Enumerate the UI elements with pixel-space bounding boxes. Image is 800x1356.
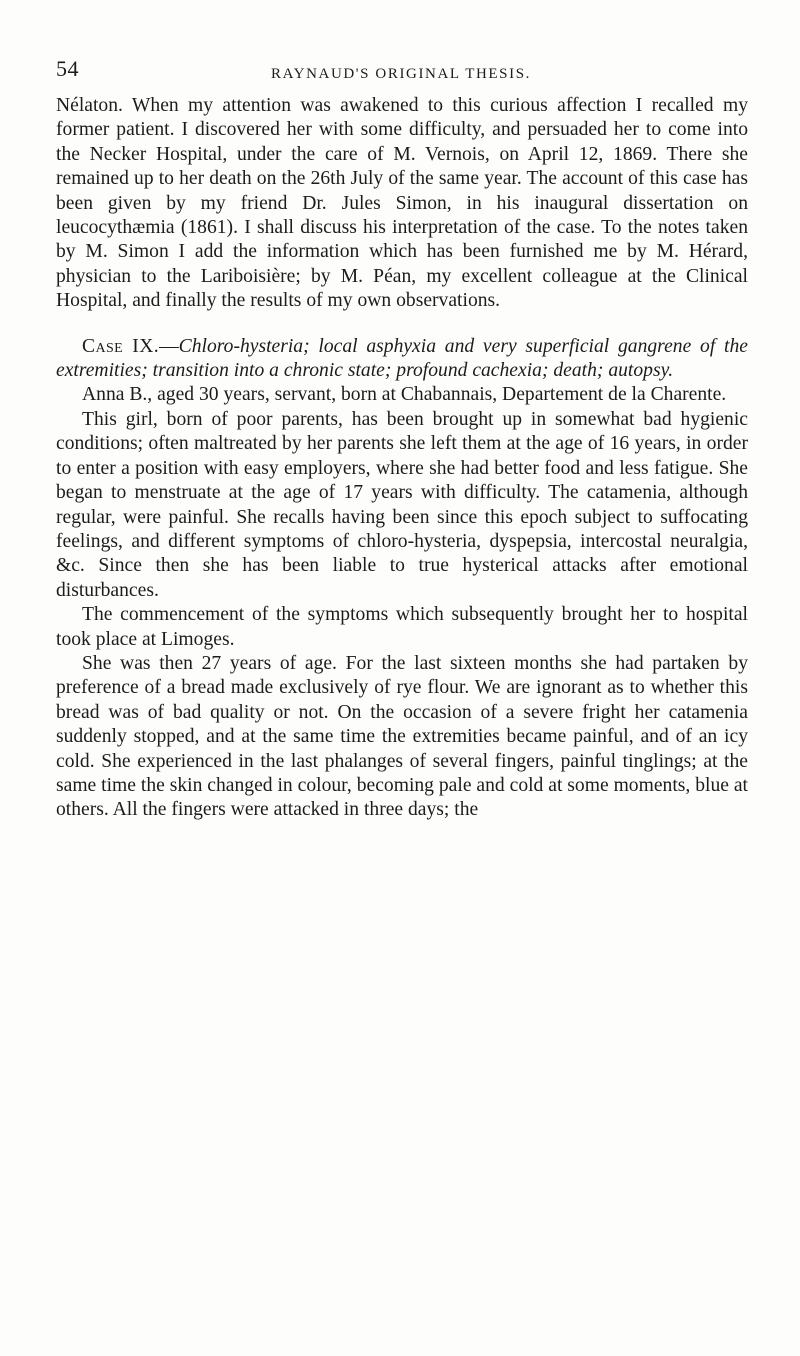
paragraph-history: This girl, born of poor parents, has been brought up in somewhat bad hygienic conditions; often maltreated by her parents she left them at the age of 16 years, in order to enter a position with easy employers, where she had better food and less fatigue. She began to menstruate at the age of 17 years with difficulty. The catamenia, although regular, were painful. She recalls having been since this epoch subject to suffocating feelings, and different symptoms of chloro-hysteria, dyspepsia, intercostal neuralgia, &c. Since then she has been liable to true hysterical attacks after emotional disturbances.: [56, 408, 748, 601]
paragraph-patient: Anna B., aged 30 years, servant, born at Chabannais, Departement de la Charente.: [82, 384, 727, 406]
paragraph-symptoms: She was then 27 years of age. For the last sixteen months she had partaken by preference of a bread made exclusively of rye flour. We are ignorant as to whether this bread was of bad quality or not. On the occasion of a severe fright her catamenia suddenly stopped, and at the same time the extremities became painful, and of an icy cold. She experienced in the last phalanges of several fingers, painful tinglings; at the same time the skin changed in colour, becoming pale and cold at some moments, blue at others. All the fingers were attacked in three days; the: [56, 652, 748, 821]
page-number: 54: [56, 56, 79, 81]
paragraph-intro: Nélaton. When my attention was awakened to this curious affection I recalled my former patient. I discovered her with some difficulty, and persuaded her to come into the Necker Hospital, under the care of M. Vernois, on April 12, 1869. There she remained up to her death on the 26th July of the same year. The account of this case has been given by my friend Dr. Jules Simon, in his inaugural dissertation on leucocythæmia (1861). I shall discuss his interpretation of the case. To the notes taken by M. Simon I add the information which has been furnished me by M. Hérard, physician to the Lariboisière; by M. Péan, my excellent colleague at the Clinical Hospital, and finally the results of my own observations.: [56, 95, 748, 312]
case-heading: [56, 335, 748, 384]
paragraph-commencement: The commencement of the symptoms which subsequently brought her to hospital took place at Limoges.: [56, 604, 748, 650]
case-title: Chloro-hysteria; local asphyxia and very superficial gangrene of the extremities; transition into a chronic state; profound cachexia; death; autopsy.: [56, 335, 748, 382]
case-dash: —: [159, 335, 179, 357]
running-title: RAYNAUD'S ORIGINAL THESIS.: [270, 66, 531, 82]
case-label: Case IX.: [82, 335, 160, 357]
page-header: [56, 56, 746, 86]
body-text: [56, 94, 748, 823]
